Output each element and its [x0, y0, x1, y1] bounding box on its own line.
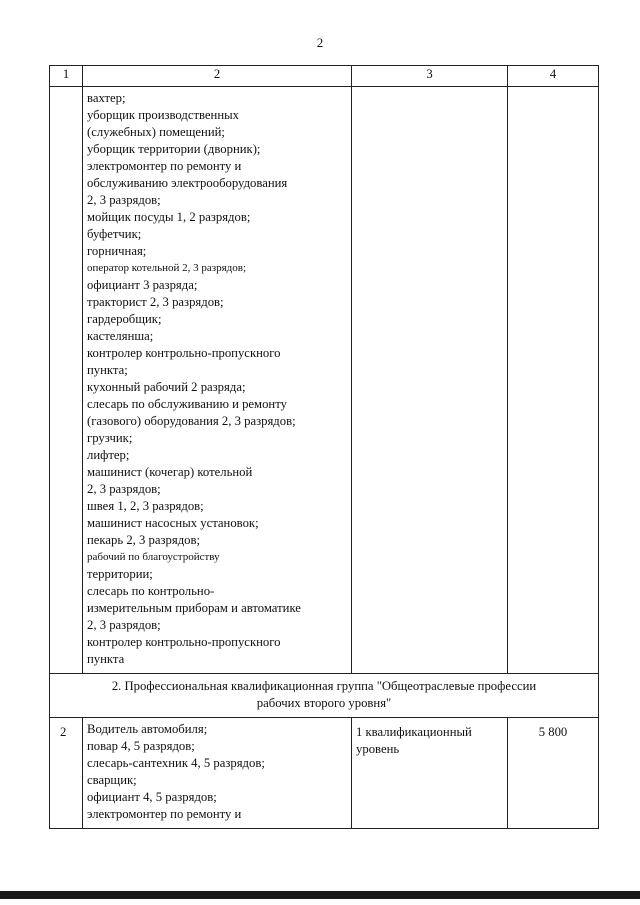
group-header: [50, 674, 599, 718]
column-number-row: [50, 66, 599, 87]
profession-line: пекарь 2, 3 разрядов;: [87, 533, 201, 547]
profession-line: машинист насосных установок;: [87, 516, 259, 530]
profession-line: гардеробщик;: [87, 312, 162, 326]
profession-line: пункта;: [87, 363, 128, 377]
row-professions-cell: [83, 718, 352, 829]
qualification-level-line: 1 квалификационный: [356, 725, 472, 739]
continued-salary-cell: [508, 87, 599, 674]
group-header-line: рабочих второго уровня": [256, 696, 392, 710]
profession-line: швея 1, 2, 3 разрядов;: [87, 499, 204, 513]
column-number-3: 3: [352, 66, 508, 87]
profession-line: пункта: [87, 652, 125, 666]
profession-line: тракторист 2, 3 разрядов;: [87, 295, 224, 309]
continued-level-cell: [352, 87, 508, 674]
column-number-4: 4: [508, 66, 599, 87]
profession-line: лифтер;: [87, 448, 130, 462]
profession-line: электромонтер по ремонту и: [87, 807, 242, 821]
profession-line: слесарь по контрольно-: [87, 584, 215, 598]
profession-line: 2, 3 разрядов;: [87, 193, 161, 207]
profession-line: официант 4, 5 разрядов;: [87, 790, 217, 804]
qualification-level-line: уровень: [356, 742, 400, 756]
profession-line: повар 4, 5 разрядов;: [87, 739, 195, 753]
profession-line: кастелянша;: [87, 329, 154, 343]
profession-line: буфетчик;: [87, 227, 142, 241]
profession-line: (служебных) помещений;: [87, 125, 225, 139]
profession-line: официант 3 разряда;: [87, 278, 198, 292]
table-row-continued: [50, 87, 599, 674]
profession-line: уборщик территории (дворник);: [87, 142, 261, 156]
profession-line: сварщик;: [87, 773, 137, 787]
column-number-2: 2: [83, 66, 352, 87]
scan-edge-band: [0, 891, 640, 899]
profession-line: рабочий по благоустройству: [87, 551, 220, 563]
qualification-level-cell: [352, 718, 508, 829]
page-number: 2: [316, 35, 324, 50]
profession-line: уборщик производственных: [87, 108, 240, 122]
salary-value: 5 800: [508, 718, 599, 829]
profession-line: 2, 3 разрядов;: [87, 618, 161, 632]
group-header-row: [50, 674, 599, 718]
table-row: [50, 718, 599, 829]
profession-line: слесарь-сантехник 4, 5 разрядов;: [87, 756, 265, 770]
row-number: 2: [50, 718, 83, 829]
profession-line: измерительным приборам и автоматике: [87, 601, 301, 615]
profession-line: грузчик;: [87, 431, 133, 445]
profession-line: машинист (кочегар) котельной: [87, 465, 253, 479]
profession-line: контролер контрольно-пропускного: [87, 635, 281, 649]
profession-line: оператор котельной 2, 3 разрядов;: [87, 262, 247, 274]
profession-line: электромонтер по ремонту и: [87, 159, 242, 173]
profession-line: контролер контрольно-пропускного: [87, 346, 281, 360]
profession-line: обслуживанию электрооборудования: [87, 176, 288, 190]
profession-line: 2, 3 разрядов;: [87, 482, 161, 496]
profession-line: (газового) оборудования 2, 3 разрядов;: [87, 414, 296, 428]
profession-line: слесарь по обслуживанию и ремонту: [87, 397, 287, 411]
profession-line: Водитель автомобиля;: [87, 722, 208, 736]
profession-line: мойщик посуды 1, 2 разрядов;: [87, 210, 251, 224]
column-number-1: 1: [50, 66, 83, 87]
continued-number-cell: [50, 87, 83, 674]
salary-table: [49, 65, 599, 829]
group-header-line: 2. Профессиональная квалификационная группа "Общеотраслевые профессии: [111, 679, 537, 693]
profession-line: вахтер;: [87, 91, 126, 105]
profession-line: территории;: [87, 567, 153, 581]
profession-line: горничная;: [87, 244, 147, 258]
profession-line: кухонный рабочий 2 разряда;: [87, 380, 246, 394]
continued-professions-cell: [83, 87, 352, 674]
